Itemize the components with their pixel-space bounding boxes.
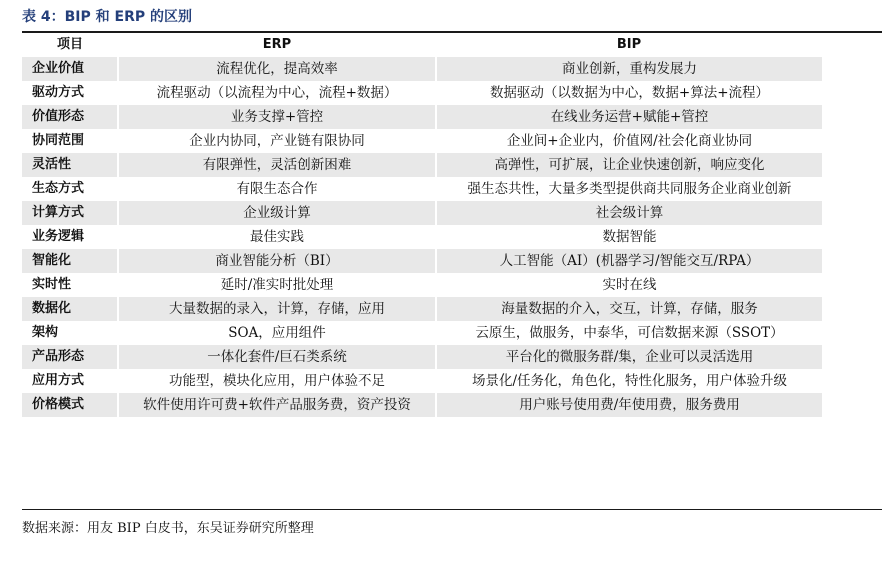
table-row: [22, 249, 882, 273]
row-key: 企业价值: [22, 57, 118, 81]
row-spacer: [822, 249, 882, 273]
table-row: [22, 129, 882, 153]
row-erp: 大量数据的录入，计算，存储，应用: [118, 297, 436, 321]
row-key: 实时性: [22, 273, 118, 297]
row-bip: 海量数据的介入，交互，计算，存储，服务: [436, 297, 822, 321]
row-bip: 数据智能: [602, 229, 657, 245]
row-key: 产品形态: [22, 345, 118, 369]
row-key: 灵活性: [22, 153, 118, 177]
table-row: [22, 57, 882, 81]
table-row: [22, 153, 882, 177]
row-spacer: [822, 297, 882, 321]
row-key: 驱动方式: [22, 81, 118, 105]
row-key: 生态方式: [22, 177, 118, 201]
row-key: 应用方式: [22, 369, 118, 393]
row-spacer: [822, 393, 882, 417]
row-key: 协同范围: [22, 129, 118, 153]
row-erp: 功能型，模块化应用，用户体验不足: [118, 369, 436, 393]
row-bip: 实时在线: [602, 277, 657, 293]
table-row: [22, 201, 882, 225]
row-bip: 人工智能（AI）(机器学习/智能交互/RPA）: [436, 249, 822, 273]
header-erp: ERP: [262, 37, 292, 52]
table-row: [22, 297, 882, 321]
row-spacer: [822, 345, 882, 369]
table-row: [22, 225, 882, 249]
row-key: 智能化: [22, 249, 118, 273]
row-spacer: [822, 153, 882, 177]
row-erp: 企业内协同，产业链有限协同: [118, 129, 436, 153]
header-spacer: [822, 33, 882, 57]
row-erp: 业务支撑+管控: [118, 105, 436, 129]
row-bip: 在线业务运营+赋能+管控: [436, 105, 822, 129]
row-key: 价值形态: [22, 105, 118, 129]
row-erp: 软件使用许可费+软件产品服务费，资产投资: [118, 393, 436, 417]
row-bip: 数据驱动（以数据为中心，数据+算法+流程）: [489, 85, 770, 101]
header-bip: BIP: [616, 37, 642, 52]
table-row: [22, 177, 882, 201]
row-spacer: [822, 81, 882, 105]
row-bip: 强生态共性，大量多类型提供商共同服务企业商业创新: [467, 181, 792, 197]
table-title: 表 4：BIP 和 ERP 的区别: [22, 9, 192, 25]
row-erp: 企业级计算: [118, 201, 436, 225]
row-erp: 一体化套件/巨石类系统: [118, 345, 436, 369]
table-row: [22, 321, 882, 345]
row-erp: 流程驱动（以流程为中心，流程+数据）: [118, 81, 436, 105]
table-row: [22, 105, 882, 129]
row-key: 价格模式: [22, 393, 118, 417]
row-spacer: [822, 201, 882, 225]
row-spacer: [822, 105, 882, 129]
row-erp: 流程优化，提高效率: [118, 57, 436, 81]
row-spacer: [822, 177, 882, 201]
table-row: [22, 369, 882, 393]
row-erp: SOA，应用组件: [118, 321, 436, 345]
row-bip: 云原生，做服务，中泰华，可信数据来源（SSOT）: [475, 325, 784, 341]
row-key: 业务逻辑: [22, 225, 118, 249]
row-spacer: [822, 369, 882, 393]
table-row: [22, 345, 882, 369]
source-note: 数据来源：用友 BIP 白皮书，东吴证券研究所整理: [22, 521, 314, 536]
row-bip: 平台化的微服务群/集，企业可以灵活选用: [436, 345, 822, 369]
row-erp: 延时/准实时批处理: [118, 273, 436, 297]
row-erp: 有限弹性，灵活创新困难: [118, 153, 436, 177]
row-spacer: [822, 273, 882, 297]
row-bip: 企业间+企业内，价值网/社会化商业协同: [506, 133, 753, 149]
row-bip: 高弹性，可扩展，让企业快速创新，响应变化: [436, 153, 822, 177]
row-spacer: [822, 321, 882, 345]
row-erp: 有限生态合作: [118, 177, 436, 201]
row-bip: 用户账号使用费/年使用费，服务费用: [436, 393, 822, 417]
row-bip: 场景化/任务化，角色化，特性化服务，用户体验升级: [471, 373, 788, 389]
row-bip: 社会级计算: [436, 201, 822, 225]
row-spacer: [822, 129, 882, 153]
row-spacer: [822, 225, 882, 249]
table-row: [22, 393, 882, 417]
bottom-rule: [22, 509, 882, 510]
header-item: 项目: [56, 37, 83, 52]
row-key: 计算方式: [22, 201, 118, 225]
row-erp: 商业智能分析（BI）: [118, 249, 436, 273]
table-row: [22, 81, 882, 105]
comparison-table: [22, 33, 883, 417]
row-bip: 商业创新，重构发展力: [436, 57, 822, 81]
row-erp: 最佳实践: [118, 225, 436, 249]
row-key: 架构: [22, 321, 118, 345]
row-key: 数据化: [22, 297, 118, 321]
row-spacer: [822, 57, 882, 81]
table-header-row: [22, 33, 882, 57]
table-row: [22, 273, 882, 297]
